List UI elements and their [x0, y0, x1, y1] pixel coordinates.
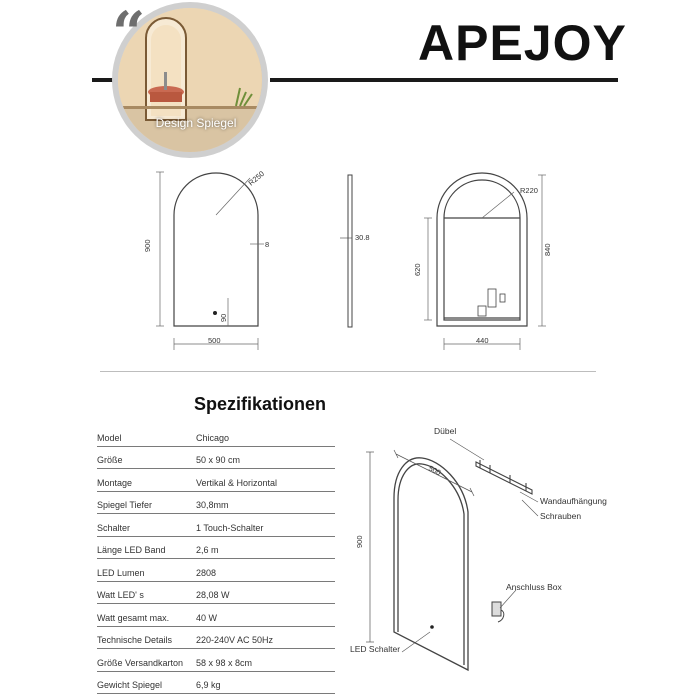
- back-outer-height-dim: 840: [543, 243, 552, 256]
- spec-row-technical: [97, 626, 335, 650]
- iso-width-dim: 500: [427, 463, 443, 478]
- callout-led-switch: LED Schalter: [350, 644, 401, 654]
- section-divider: [100, 371, 596, 372]
- callout-screws: Schrauben: [540, 511, 582, 521]
- spec-label: Technische Details: [97, 635, 173, 645]
- spec-row-led-length: [97, 536, 335, 560]
- callout-wall-bracket: Wandaufhängung: [540, 496, 607, 506]
- spec-row-lumen: [97, 558, 335, 582]
- front-height-dim: 900: [143, 239, 152, 252]
- side-view: [340, 175, 352, 327]
- spec-row-carton: [97, 648, 335, 672]
- spec-row-switch: [97, 513, 335, 537]
- spec-label: Watt LED' s: [97, 590, 144, 600]
- callout-dowel: Dübel: [434, 426, 457, 436]
- spec-label: Größe: [97, 455, 123, 465]
- iso-height-dim: 900: [355, 535, 364, 548]
- badge-label: Design Spiegel: [155, 116, 237, 130]
- spec-value: Vertikal & Horizontal: [196, 477, 278, 488]
- spec-value: 2808: [196, 567, 217, 578]
- spec-label: Länge LED Band: [97, 545, 166, 555]
- specs-title: Spezifikationen: [194, 394, 327, 414]
- spec-label: Watt gesamt max.: [97, 612, 170, 623]
- spec-label: LED Lumen: [97, 567, 145, 578]
- brand-name: APEJOY: [418, 15, 627, 71]
- spec-label: Schalter: [97, 522, 131, 533]
- spec-row-model: [97, 423, 335, 447]
- front-switch-dim: 90: [219, 313, 228, 322]
- back-inner-height-dim: 620: [413, 263, 422, 276]
- callout-junction-box: Anschluss Box: [506, 582, 562, 592]
- iso-mirror: [394, 458, 468, 670]
- back-radius-dim: R220: [520, 186, 538, 195]
- spec-row-watt-led: [97, 581, 335, 605]
- spec-row-mounting: [97, 468, 335, 492]
- back-width-dim: 440: [476, 336, 489, 345]
- spec-value: 28,08 W: [196, 590, 230, 600]
- front-radius-dim: R250: [246, 169, 267, 188]
- spec-label: Gewicht Spiegel: [97, 680, 163, 690]
- spec-row-size: [97, 446, 335, 470]
- spec-value: Chicago: [196, 432, 230, 443]
- spec-row-weight: [97, 671, 335, 695]
- spec-value: 6,9 kg: [196, 680, 221, 690]
- spec-label: Montage: [97, 477, 133, 488]
- front-view: [174, 173, 258, 326]
- front-edge-dim: 8: [265, 240, 270, 249]
- front-width-dim: 500: [208, 336, 221, 345]
- spec-value: 30,8mm: [196, 500, 229, 510]
- iso-bracket: [476, 460, 532, 494]
- quote-icon: “: [112, 0, 146, 67]
- spec-row-watt-total: [97, 603, 335, 627]
- spec-label: Größe Versandkarton: [97, 657, 184, 668]
- spec-value: 58 x 98 x 8cm: [196, 657, 253, 668]
- spec-row-depth: [97, 491, 335, 515]
- spec-value: 2,6 m: [196, 545, 219, 555]
- spec-value: 40 W: [196, 612, 218, 623]
- isometric-drawing: [340, 420, 640, 695]
- spec-value: 1 Touch-Schalter: [196, 522, 264, 533]
- side-depth-dim: 30.8: [355, 233, 370, 242]
- iso-junction-box: [492, 602, 504, 622]
- spec-label: Spiegel Tiefer: [97, 500, 153, 510]
- spec-label: Model: [97, 432, 122, 443]
- spec-value: 50 x 90 cm: [196, 455, 241, 465]
- spec-value: 220-240V AC 50Hz: [196, 635, 274, 645]
- back-view: [437, 173, 527, 326]
